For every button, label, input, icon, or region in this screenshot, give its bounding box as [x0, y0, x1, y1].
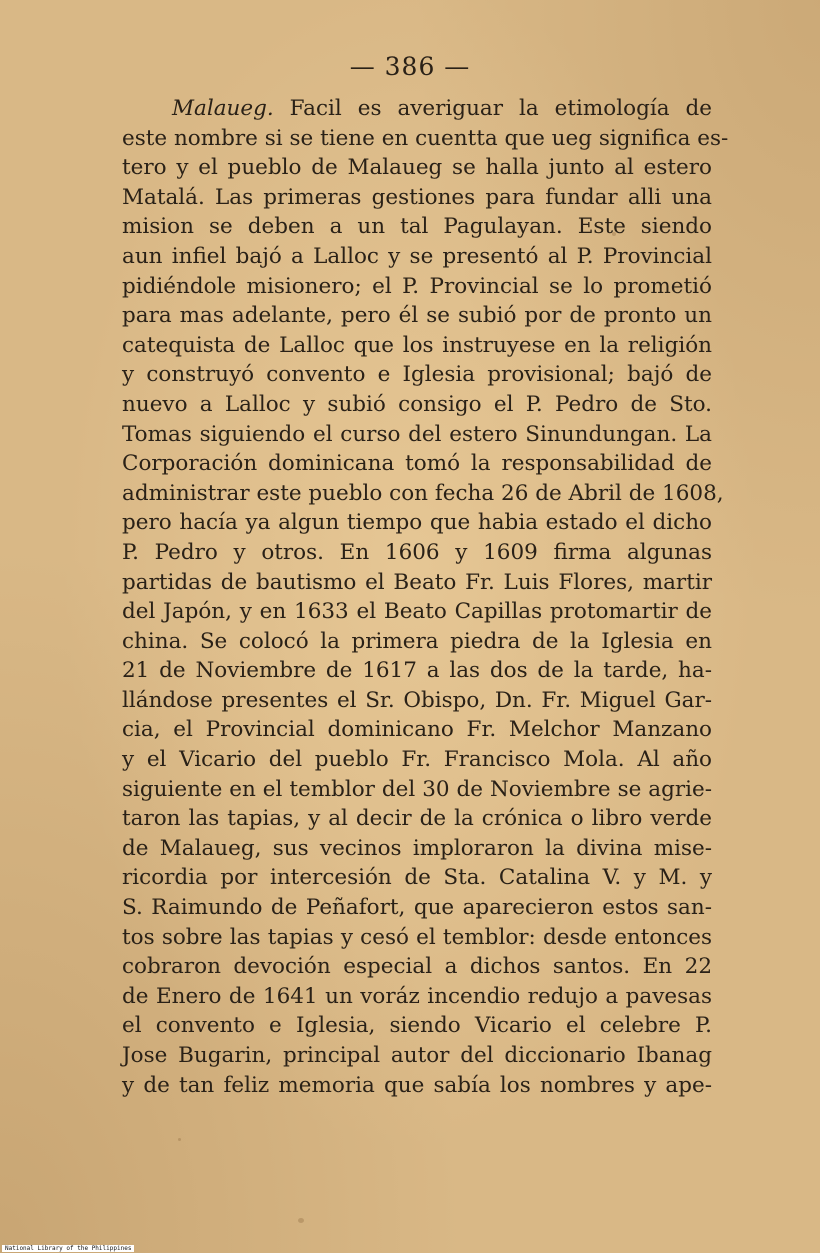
text-line: cia, el Provincial dominicano Fr. Melchor Manzano [122, 717, 712, 743]
text-line: Tomas siguiendo el curso del estero Sinundungan. La [122, 421, 712, 447]
text-line: siguiente en el temblor del 30 de Noviembre se agrie- [122, 776, 712, 802]
text-line: catequista de Lalloc que los instruyese en la religión [122, 332, 712, 358]
paper-stain [612, 232, 616, 236]
text-line: aun infiel bajó a Lalloc y se presentó al P. Provincial [122, 243, 712, 269]
text-lines [122, 124, 729, 1101]
text-line: y construyó convento e Iglesia provisional; bajó de [122, 362, 712, 388]
text-line [122, 94, 712, 124]
text-line: ricordia por intercesión de Sta. Catalina V. y M. y [122, 865, 712, 891]
first-line-rest: Facil es averiguar la etimología de [273, 96, 712, 121]
text-line: 21 de Noviembre de 1617 a las dos de la tarde, ha- [122, 658, 712, 684]
paper-stain [298, 1218, 304, 1223]
text-line: Matalá. Las primeras gestiones para fundar alli una [122, 184, 712, 210]
text-line: de Malaueg, sus vecinos imploraron la divina mise- [122, 835, 712, 861]
text-line: Corporación dominicana tomó la responsabilidad de [122, 451, 712, 477]
text-line: cobraron devoción especial a dichos santos. En 22 [122, 954, 712, 980]
text-line: taron las tapias, y al decir de la crónica o libro verde [122, 806, 712, 832]
text-line: tos sobre las tapias y cesó el temblor: desde entonces [122, 924, 712, 950]
text-line: pero hacía ya algun tiempo que habia estado el dicho [122, 510, 712, 536]
text-line: de Enero de 1641 un voráz incendio redujo a pavesas [122, 983, 712, 1009]
text-line: este nombre si se tiene en cuentta que ueg significa es- [122, 125, 729, 151]
text-line: y el Vicario del pueblo Fr. Francisco Mola. Al año [122, 747, 712, 773]
text-line: china. Se colocó la primera piedra de la Iglesia en [122, 628, 712, 654]
text-line: partidas de bautismo el Beato Fr. Luis Flores, martir [122, 569, 712, 595]
text-line: mision se deben a un tal Pagulayan. Este siendo [122, 214, 712, 240]
text-line: Jose Bugarin, principal autor del diccionario Ibanag [122, 1043, 712, 1068]
lead-word: Malaueg. [172, 96, 274, 121]
paper-stain [178, 1138, 181, 1141]
text-line: el convento e Iglesia, siendo Vicario el celebre P. [122, 1013, 712, 1039]
text-line: del Japón, y en 1633 el Beato Capillas protomartir de [122, 599, 712, 625]
text-line: y de tan feliz memoria que sabía los nombres y ape- [122, 1072, 712, 1098]
text-line: para mas adelante, pero él se subió por de pronto un [122, 303, 712, 329]
page-number: — 386 — [349, 52, 471, 81]
text-line: P. Pedro y otros. En 1606 y 1609 firma algunas [122, 539, 712, 565]
body-text [122, 94, 729, 1100]
text-line: administrar este pueblo con fecha 26 de Abril de 1608, [122, 480, 724, 506]
footer-credit: National Library of the Philippines [2, 1245, 134, 1252]
text-line: nuevo a Lalloc y subió consigo el P. Pedro de Sto. [122, 391, 712, 417]
text-line: S. Raimundo de Peñafort, que aparecieron estos san- [122, 895, 712, 921]
text-line: tero y el pueblo de Malaueg se halla junto al estero [122, 155, 712, 181]
text-line: pidiéndole misionero; el P. Provincial se lo prometió [122, 273, 712, 299]
text-line: llándose presentes el Sr. Obispo, Dn. Fr. Miguel Gar- [122, 687, 712, 713]
